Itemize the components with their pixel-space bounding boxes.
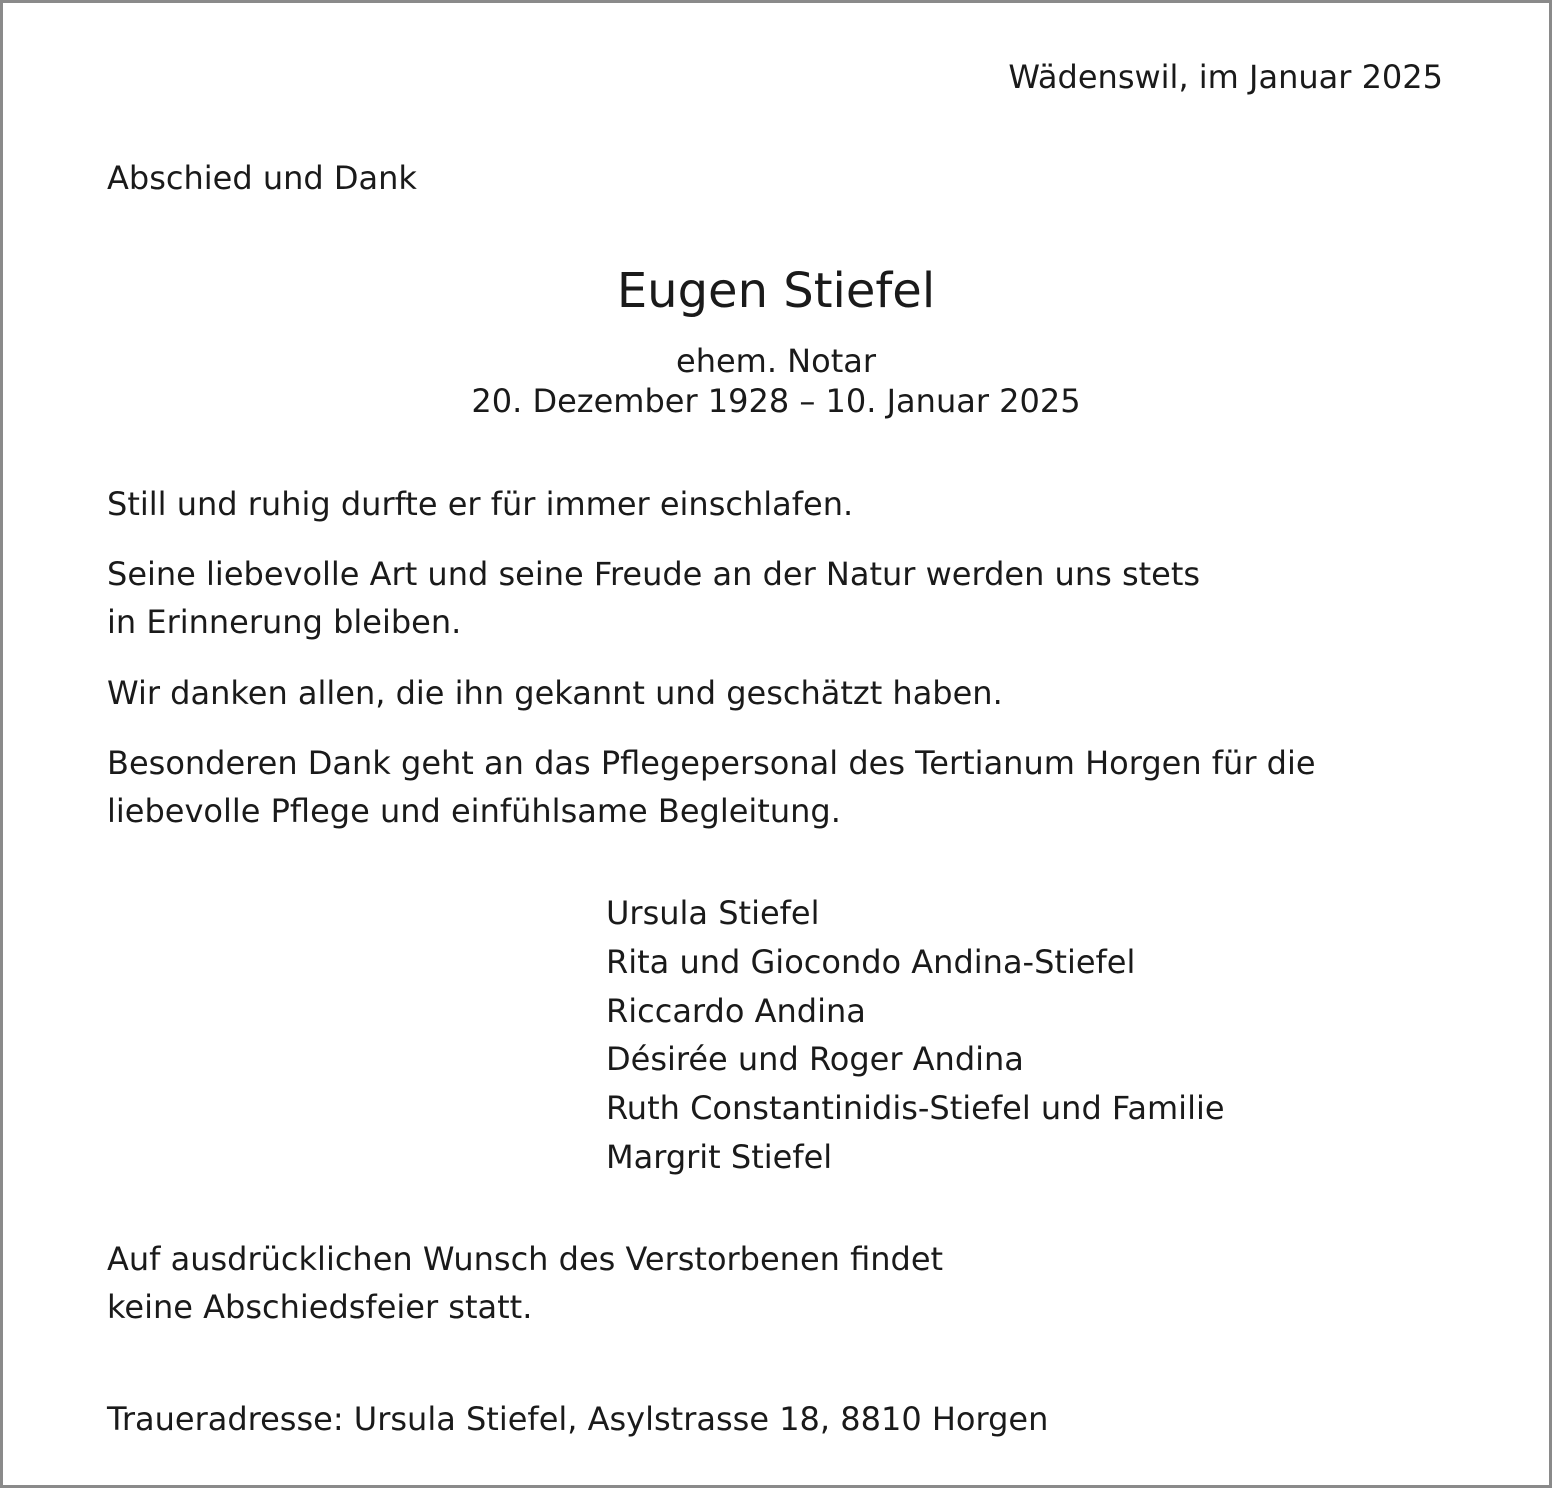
paragraph-thanks — [107, 669, 1003, 717]
mourner-name: Rita und Giocondo Andina-Stiefel — [606, 942, 1136, 981]
mourning-address — [107, 1395, 1048, 1443]
paragraph-line: keine Abschiedsfeier statt. — [107, 1288, 533, 1326]
paragraph-special-thanks — [107, 739, 1316, 835]
paragraph-line: Seine liebevolle Art und seine Freude an der Natur werden uns stets — [107, 555, 1201, 593]
notice-heading: Abschied und Dank — [107, 159, 417, 197]
mourner-name: Ursula Stiefel — [606, 894, 820, 932]
paragraph-line: Still und ruhig durfte er für immer einschlafen. — [107, 485, 854, 523]
mourner-name: Riccardo Andina — [606, 991, 866, 1030]
paragraph-line: Besonderen Dank geht an das Pflegepersonal des Tertianum Horgen für die — [107, 744, 1316, 782]
life-dates: 20. Dezember 1928 – 10. Januar 2025 — [471, 382, 1081, 420]
paragraph-memory — [107, 550, 1200, 646]
paragraph-line: Auf ausdrücklichen Wunsch des Verstorbenen findet — [107, 1240, 944, 1278]
paragraph-peaceful — [107, 480, 853, 528]
address-line: Traueradresse: Ursula Stiefel, Asylstrasse 18, 8810 Horgen — [107, 1400, 1049, 1438]
deceased-title: ehem. Notar — [676, 342, 876, 380]
ceremony-note — [107, 1235, 943, 1331]
deceased-name: Eugen Stiefel — [616, 263, 936, 319]
place-date: Wädenswil, im Januar 2025 — [1008, 58, 1443, 96]
paragraph-line: liebevolle Pflege und einfühlsame Begleitung. — [107, 792, 841, 830]
mourners-list — [606, 889, 1225, 1182]
mourner-name: Ruth Constantinidis-Stiefel und Familie — [606, 1089, 1225, 1128]
paragraph-line: Wir danken allen, die ihn gekannt und geschätzt haben. — [107, 674, 1003, 712]
paragraph-line: in Erinnerung bleiben. — [107, 603, 462, 641]
mourner-name: Margrit Stiefel — [606, 1137, 833, 1176]
mourner-name: Désirée und Roger Andina — [606, 1040, 1024, 1079]
